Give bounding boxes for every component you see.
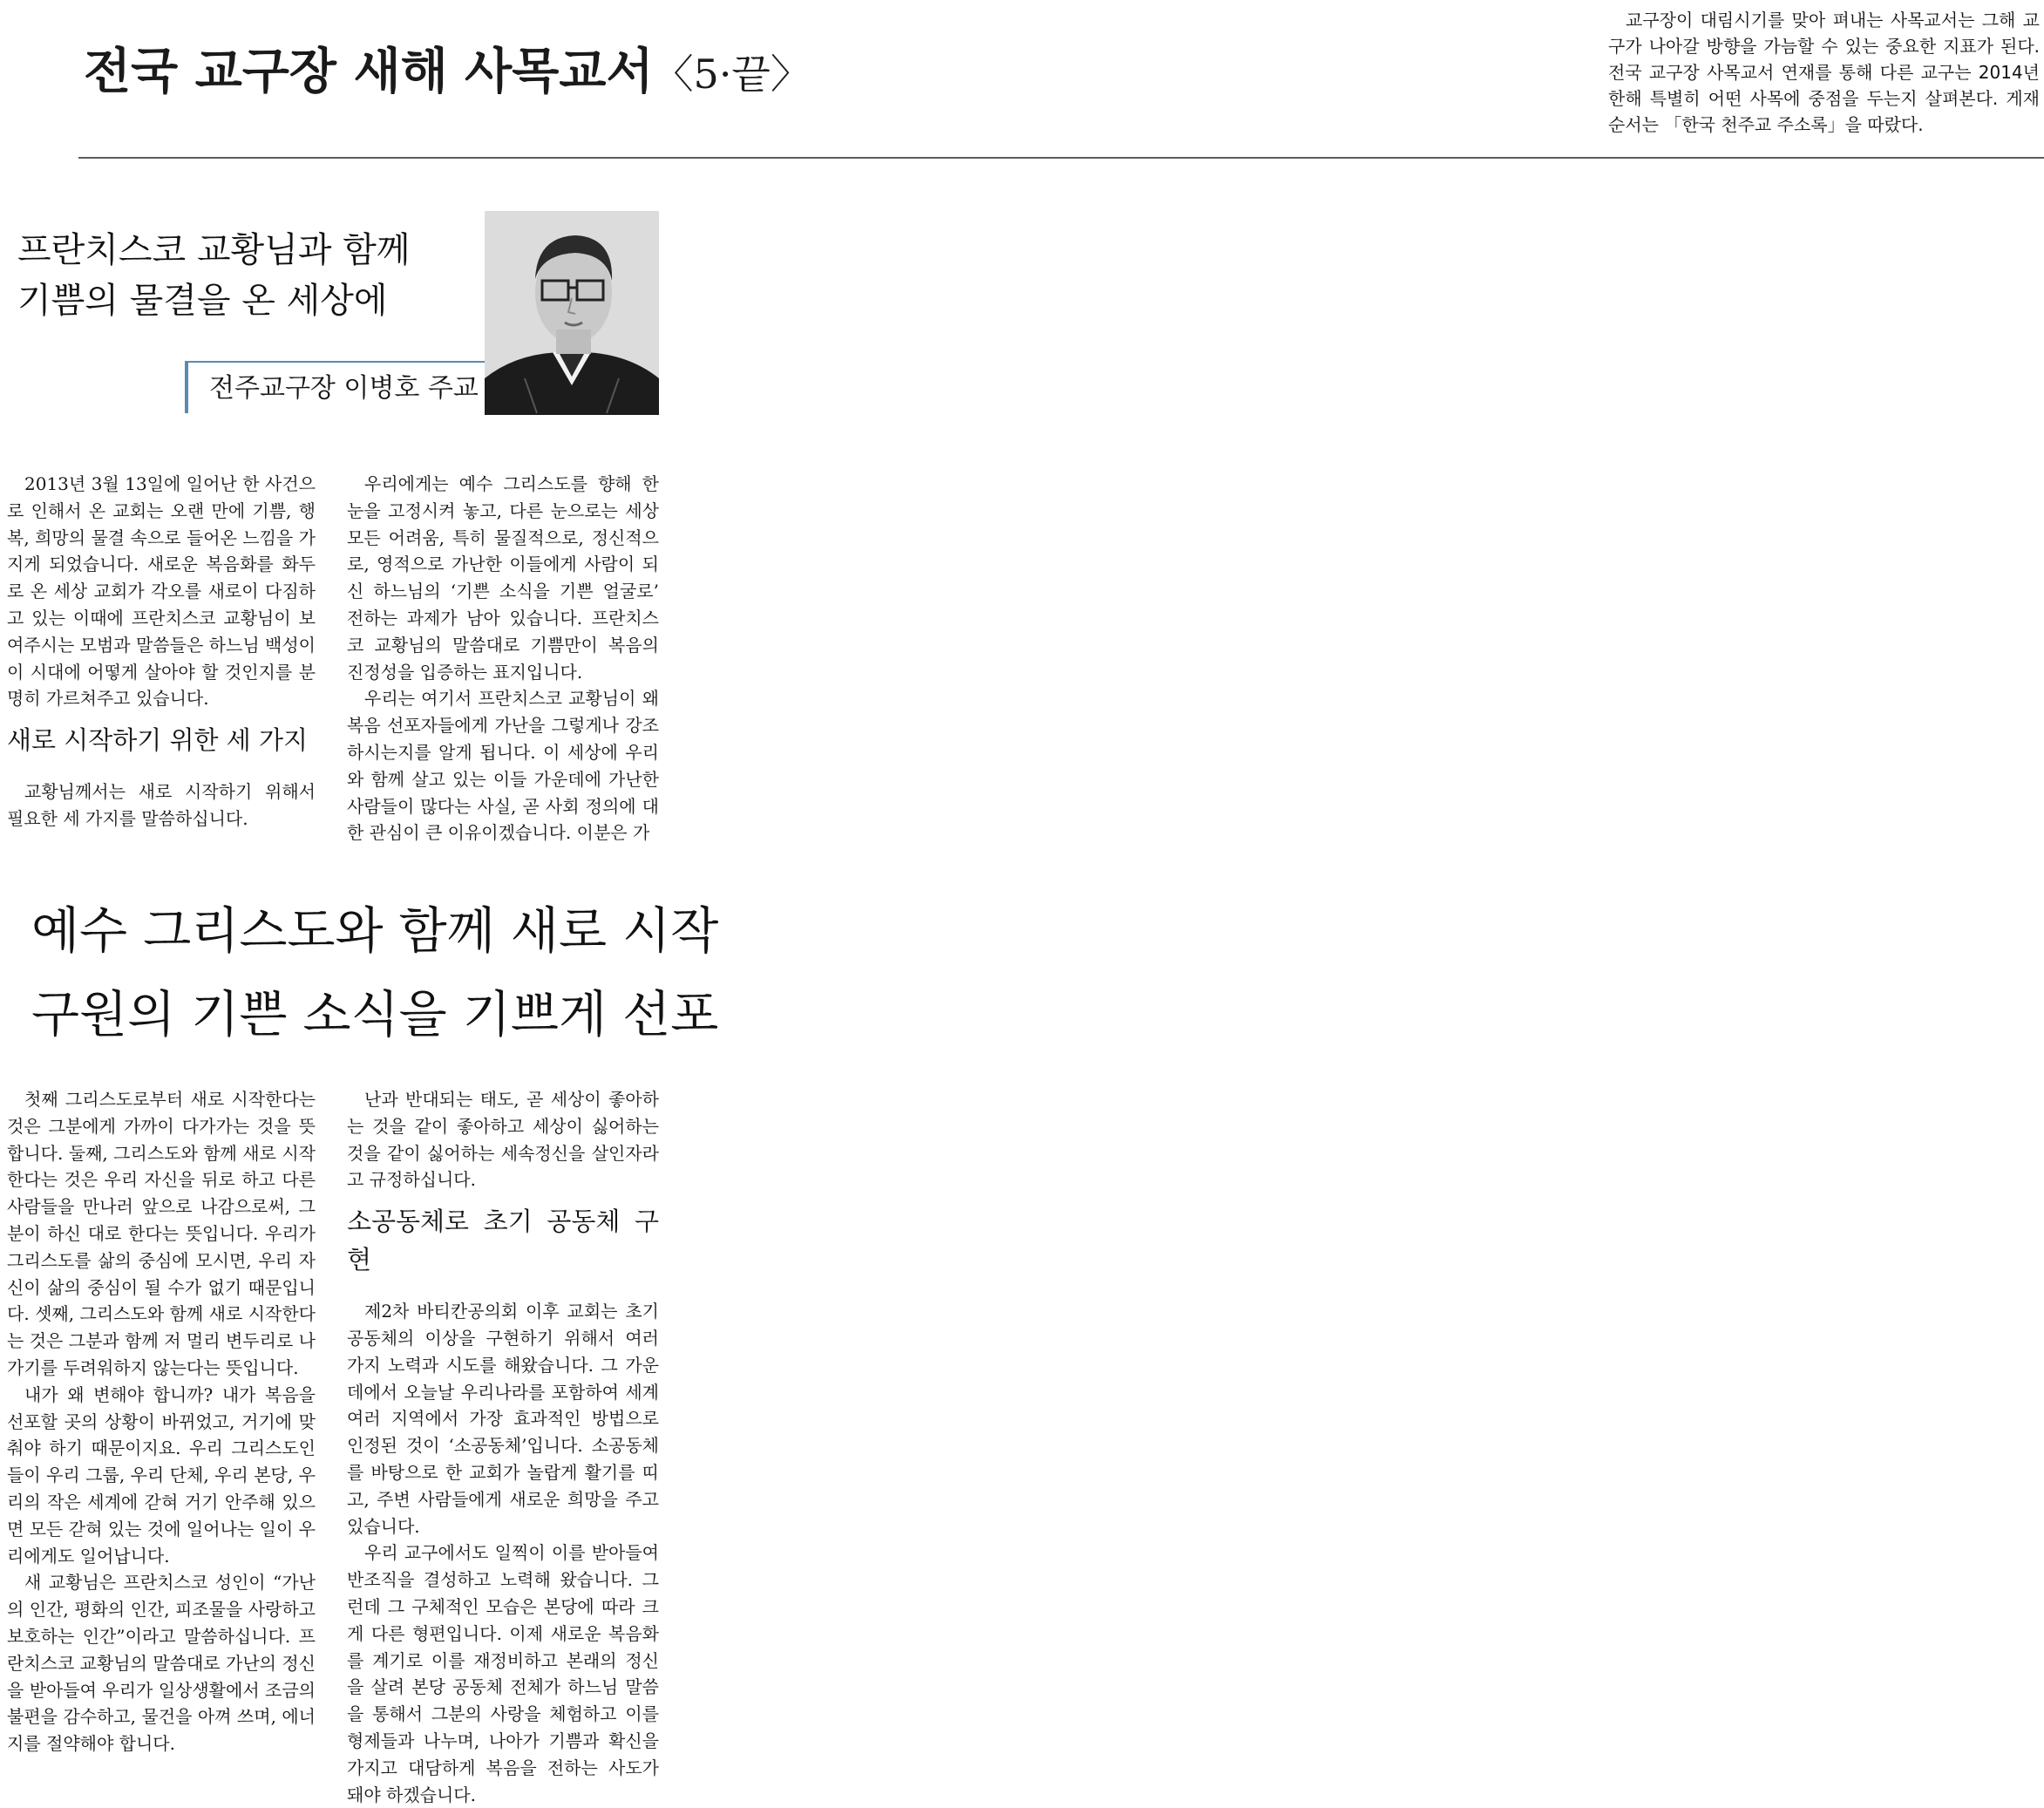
article-column-2 xyxy=(347,471,659,846)
headline-line-2: 기쁨의 물결을 온 세상에 xyxy=(17,281,388,321)
series-part-label: 〈5·끝〉 xyxy=(653,51,811,98)
subheading-small-community: 소공동체로 초기 공동체 구현 xyxy=(347,1206,659,1275)
pull-headline-line-2: 구원의 기쁜 소식을 기쁘게 선포 xyxy=(31,986,719,1043)
byline-accent-line xyxy=(188,361,485,363)
headline-line-1: 프란치스코 교황님과 함께 xyxy=(17,230,411,270)
article-headline xyxy=(17,225,471,326)
article-column-4 xyxy=(347,1086,659,1808)
article-paragraph: 우리는 여기서 프란치스코 교황님이 왜 복음 선포자들에게 가난을 그렇게나 강조하시는지를 알게 됩니다. 이 세상에 우리와 함께 살고 있는 이들 가운데에 가난한 사람들이 많다는 사실, 곧 사회 정의에 대한 관심이 큰 이유이겠습니다. 이분은 가 xyxy=(347,688,659,844)
portrait-illustration xyxy=(485,211,659,415)
article-column-1 xyxy=(7,471,316,833)
pull-headline xyxy=(31,889,719,1057)
series-intro: 교구장이 대림시기를 맞아 펴내는 사목교서는 그해 교구가 나아갈 방향을 가늠할 수 있는 중요한 지표가 된다. 전국 교구장 사목교서 연재를 통해 다른 교구는 2014년 한해 특별히 어떤 사목에 중점을 두는지 살펴본다. 게재 순서는 「한국 천주교 주소록」을 따랐다. xyxy=(1608,10,2040,135)
article-paragraph: 첫째 그리스도로부터 새로 시작한다는 것은 그분에게 가까이 다가가는 것을 뜻합니다. 둘째, 그리스도와 함께 새로 시작한다는 것은 우리 자신을 뒤로 하고 다른 사람들을 만나러 앞으로 나감으로써, 그분이 하신 대로 한다는 뜻입니다. 우리가 그리스도를 삶의 중심에 모시면, 우리 자신이 삶의 중심이 될 수가 없기 때문입니다. 셋째, 그리스도와 함께 새로 시작한다는 것은 그분과 함께 저 멀리 변두리로 나가기를 두려워하지 않는다는 뜻입니다. xyxy=(7,1089,316,1378)
byline-text: 전주교구장 이병호 주교 xyxy=(209,373,479,404)
pull-headline-line-1: 예수 그리스도와 함께 새로 시작 xyxy=(31,902,719,960)
article-column-3 xyxy=(7,1086,316,1757)
article-paragraph: 우리 교구에서도 일찍이 이를 받아들여 반조직을 결성하고 노력해 왔습니다. 그런데 그 구체적인 모습은 본당에 따라 크게 다른 형편입니다. 이제 새로운 복음화를 계기로 이를 재정비하고 본래의 정신을 살려 본당 공동체 전체가 하느님 말씀을 통해서 그분의 사랑을 체험하고 이를 형제들과 나누며, 나아가 기쁨과 확신을 가지고 대담하게 복음을 전하는 사도가 돼야 하겠습니다. xyxy=(347,1542,659,1805)
article-paragraph: 우리에게는 예수 그리스도를 향해 한 눈을 고정시켜 놓고, 다른 눈으로는 세상 모든 어려움, 특히 물질적으로, 정신적으로, 영적으로 가난한 이들에게 사람이 되신 하느님의 ‘기쁜 소식을 기쁜 얼굴로’ 전하는 과제가 남아 있습니다. 프란치스코 교황님의 말씀대로 기쁨만이 복음의 진정성을 입증하는 표지입니다. xyxy=(347,473,659,683)
article-paragraph: 교황님께서는 새로 시작하기 위해서 필요한 세 가지를 말씀하십니다. xyxy=(7,781,316,829)
series-title xyxy=(84,42,955,105)
article-paragraph: 2013년 3월 13일에 일어난 한 사건으로 인해서 온 교회는 오랜 만에 기쁨, 행복, 희망의 물결 속으로 들어온 느낌을 가지게 되었습니다. 새로운 복음화를 화두로 온 세상 교회가 각오를 새로이 다짐하고 있는 이때에 프란치스코 교황님이 보여주시는 모범과 말씀들은 하느님 백성이 이 시대에 어떻게 살아야 할 것인지를 분명히 가르쳐주고 있습니다. xyxy=(7,473,316,710)
article-paragraph: 새 교황님은 프란치스코 성인이 “가난의 인간, 평화의 인간, 피조물을 사랑하고 보호하는 인간”이라고 말씀하십니다. 프란치스코 교황님의 말씀대로 가난의 정신을 받아들여 우리가 일상생활에서 조금의 불편을 감수하고, 물건을 아껴 쓰며, 에너지를 절약해야 합니다. xyxy=(7,1572,316,1755)
article-paragraph: 난과 반대되는 태도, 곧 세상이 좋아하는 것을 같이 좋아하고 세상이 싫어하는 것을 같이 싫어하는 세속정신을 살인자라고 규정하십니다. xyxy=(347,1089,659,1191)
series-title-text: 전국 교구장 새해 사목교서 xyxy=(84,44,654,100)
article-paragraph: 내가 왜 변해야 합니까? 내가 복음을 선포할 곳의 상황이 바뀌었고, 거기에 맞춰야 하기 때문이지요. 우리 그리스도인들이 우리 그룹, 우리 단체, 우리 본당, 우리의 작은 세계에 갇혀 거기 안주해 있으면 모든 갇혀 있는 것에 일어나는 일이 우리에게도 일어납니다. xyxy=(7,1383,316,1567)
byline-accent-bar xyxy=(185,361,188,413)
author-portrait-photo xyxy=(485,211,659,415)
byline xyxy=(185,357,485,415)
subheading-three-things: 새로 시작하기 위한 세 가지 xyxy=(7,725,309,756)
top-divider xyxy=(78,157,2044,159)
article-paragraph: 제2차 바티칸공의회 이후 교회는 초기 공동체의 이상을 구현하기 위해서 여러 가지 노력과 시도를 해왔습니다. 그 가운데에서 오늘날 우리나라를 포함하여 세계 여러 지역에서 가장 효과적인 방법으로 인정된 것이 ‘소공동체’입니다. 소공동체를 바탕으로 한 교회가 놀랍게 활기를 띠고, 주변 사람들에게 새로운 희망을 주고 있습니다. xyxy=(347,1301,659,1537)
